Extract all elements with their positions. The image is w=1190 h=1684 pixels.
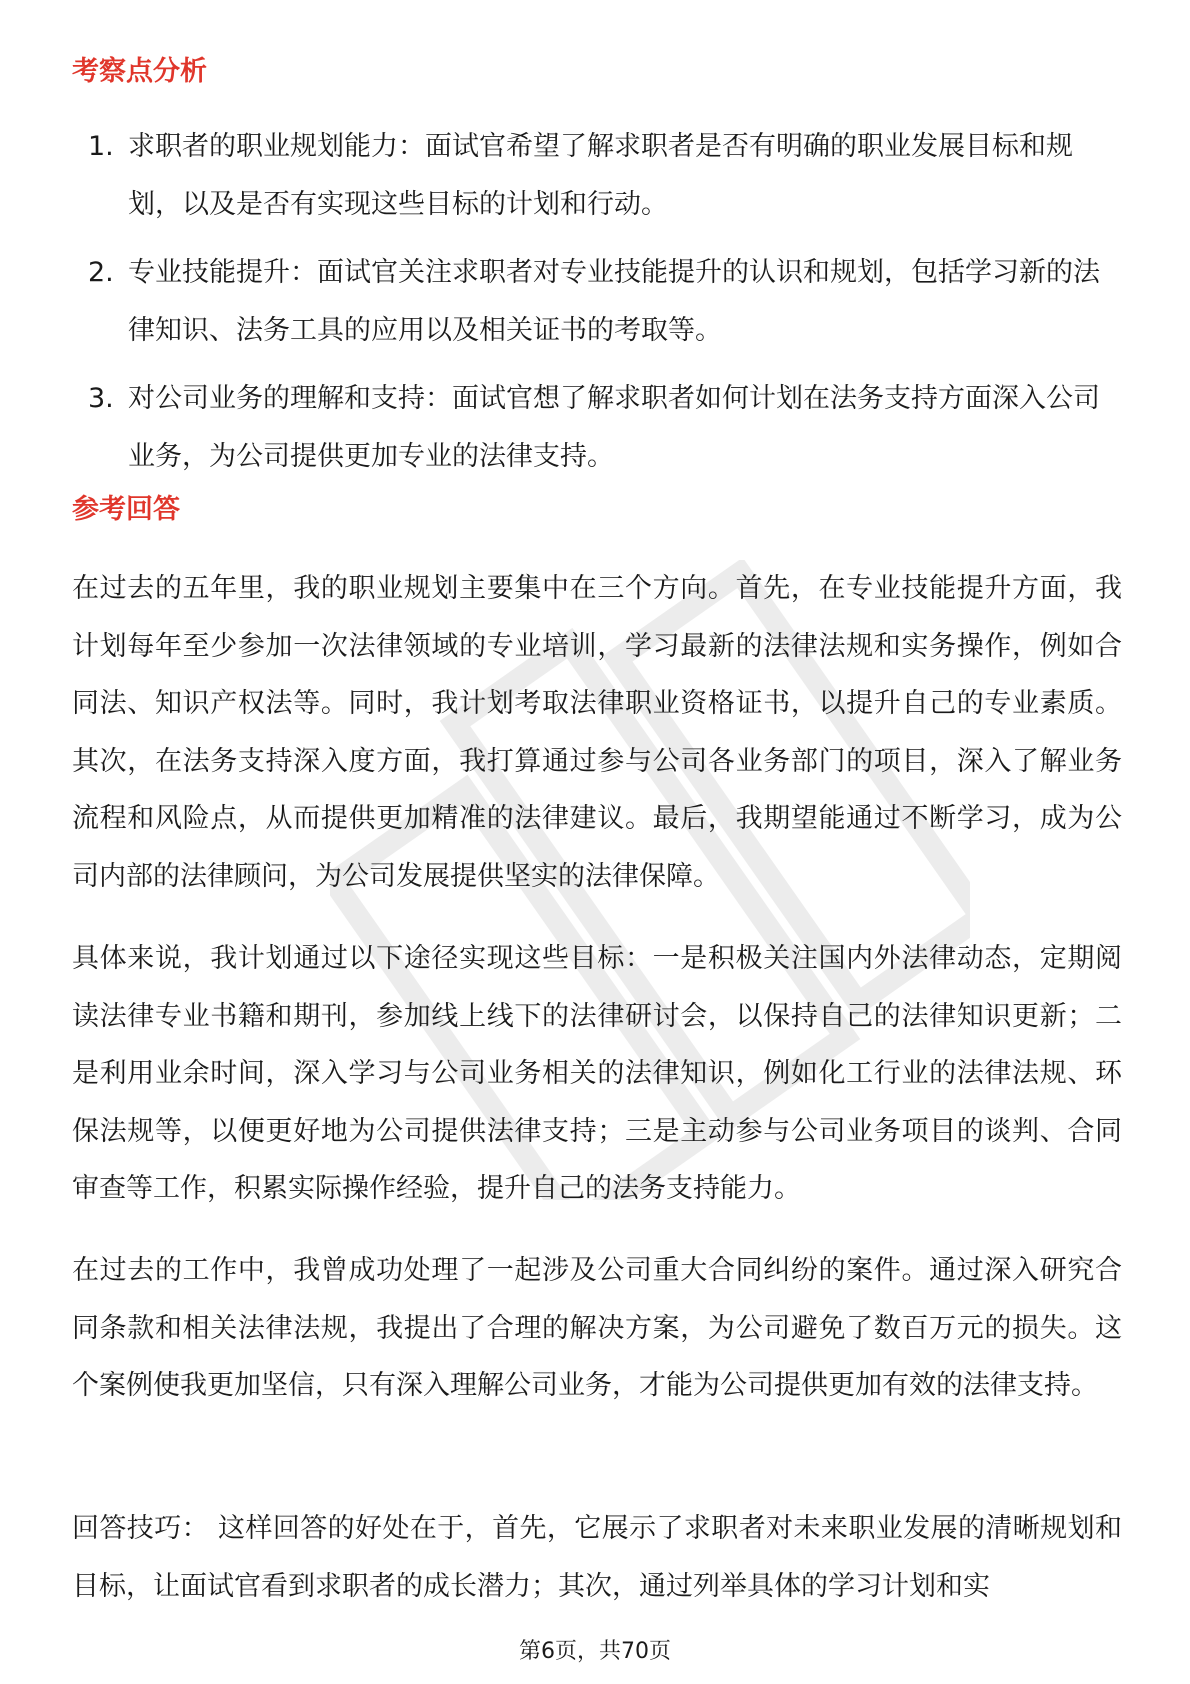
answer-tips-paragraph: 回答技巧： 这样回答的好处在于，首先，它展示了求职者对未来职业发展的清晰规划和目标，让面试官看到求职者的成长潜力；其次，通过列举具体的学习计划和实 [72, 1513, 1122, 1602]
list-item [72, 118, 1122, 234]
list-item [72, 370, 1122, 486]
list-item-text: 对公司业务的理解和支持：面试官想了解求职者如何计划在法务支持方面深入公司业务，为公司提供更加专业的法律支持。 [128, 383, 1100, 472]
list-item-number: 2. [88, 257, 114, 288]
list-item-number: 3. [88, 383, 114, 414]
analysis-points-list [72, 118, 1122, 496]
page-number: 第6页，共70页 [519, 1639, 671, 1664]
list-item-number: 1. [88, 131, 114, 162]
list-item [72, 244, 1122, 360]
answer-paragraph: 具体来说，我计划通过以下途径实现这些目标：一是积极关注国内外法律动态，定期阅读法律专业书籍和期刊，参加线上线下的法律研讨会，以保持自己的法律知识更新；二是利用业余时间，深入学习与公司业务相关的法律知识，例如化工行业的法律法规、环保法规等，以便更好地为公司提供法律支持；三是主动参与公司业务项目的谈判、合同审查等工作，积累实际操作经验，提升自己的法务支持能力。 [72, 943, 1122, 1204]
list-item-text: 专业技能提升：面试官关注求职者对专业技能提升的认识和规划，包括学习新的法律知识、法务工具的应用以及相关证书的考取等。 [128, 257, 1100, 346]
answer-paragraph: 在过去的工作中，我曾成功处理了一起涉及公司重大合同纠纷的案件。通过深入研究合同条款和相关法律法规，我提出了合理的解决方案，为公司避免了数百万元的损失。这个案例使我更加坚信，只有深入理解公司业务，才能为公司提供更加有效的法律支持。 [72, 1255, 1122, 1401]
section-heading-analysis: 考察点分析 [72, 56, 207, 87]
section-heading-answer: 参考回答 [72, 494, 180, 525]
list-item-text: 求职者的职业规划能力：面试官希望了解求职者是否有明确的职业发展目标和规划，以及是否有实现这些目标的计划和行动。 [128, 131, 1073, 220]
answer-paragraph: 在过去的五年里，我的职业规划主要集中在三个方向。首先，在专业技能提升方面，我计划每年至少参加一次法律领域的专业培训，学习最新的法律法规和实务操作，例如合同法、知识产权法等。同时，我计划考取法律职业资格证书，以提升自己的专业素质。其次，在法务支持深入度方面，我打算通过参与公司各业务部门的项目，深入了解业务流程和风险点，从而提供更加精准的法律建议。最后，我期望能通过不断学习，成为公司内部的法律顾问，为公司发展提供坚实的法律保障。 [72, 573, 1122, 892]
